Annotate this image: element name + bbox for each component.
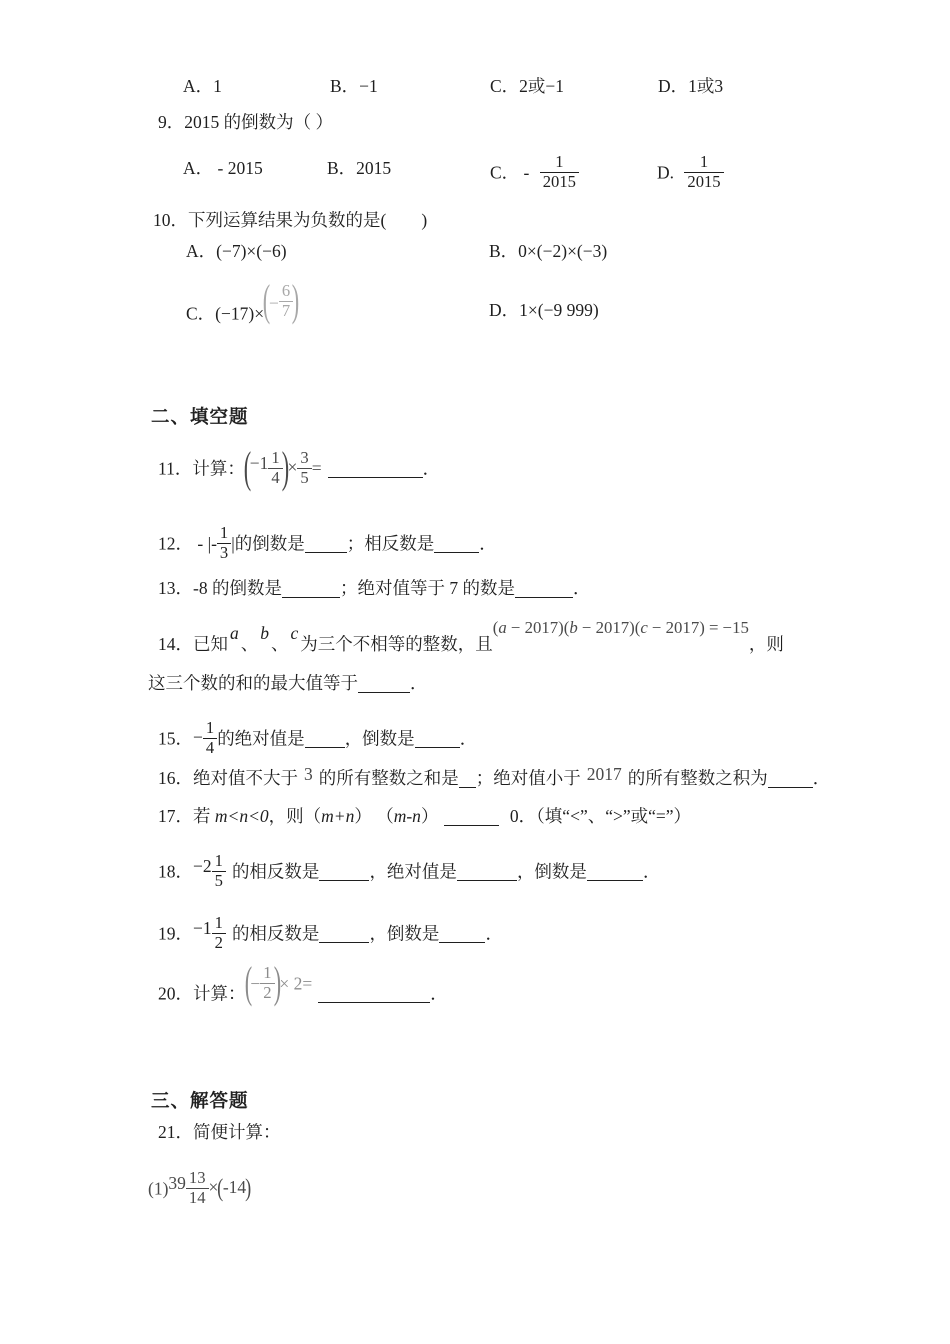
variable-b: b bbox=[260, 623, 269, 643]
mixed-whole: 39 bbox=[168, 1173, 186, 1194]
mixed-whole: −2 bbox=[193, 856, 212, 877]
fraction-denominator: 2 bbox=[212, 933, 226, 952]
q17-p1: 17．若 bbox=[158, 806, 215, 826]
q9-option-c-label: C． - bbox=[490, 162, 530, 183]
q10-option-c bbox=[186, 275, 300, 334]
fraction-denominator: 2015 bbox=[540, 172, 579, 191]
q18-blank-1 bbox=[319, 863, 369, 882]
fraction-numerator: 3 bbox=[300, 448, 309, 467]
eq-part: − 2017)( bbox=[506, 618, 570, 637]
q16-blank-1 bbox=[459, 770, 476, 789]
q12 bbox=[158, 523, 497, 564]
q14-suffix: ，则 bbox=[748, 634, 784, 654]
q14-line1 bbox=[158, 618, 784, 656]
q19-label: 19． bbox=[158, 923, 193, 944]
q12-fraction bbox=[217, 525, 231, 562]
equals-sign: = bbox=[302, 973, 313, 994]
eq-var-a: a bbox=[498, 618, 507, 637]
q15-blank-1 bbox=[305, 730, 345, 749]
fraction-denominator: 2015 bbox=[684, 172, 723, 191]
variable-a: a bbox=[230, 623, 239, 643]
q12-mid2: ；相反数是 bbox=[346, 533, 435, 554]
q16-mid2: ；绝对值小于 bbox=[475, 768, 581, 788]
fraction-numerator: 1 bbox=[271, 448, 280, 467]
section-2-title: 二、填空题 bbox=[151, 406, 249, 427]
q17-p2: ，则（ bbox=[268, 806, 322, 826]
q16-value-2: 2017 bbox=[586, 764, 622, 784]
mixed-whole: −1 bbox=[193, 918, 212, 939]
q10-option-b: B．0×(−2)×(−3) bbox=[489, 241, 608, 261]
q17-p3: ） （ bbox=[354, 806, 394, 826]
times-sign: × bbox=[208, 1176, 219, 1197]
times-sign: × bbox=[287, 456, 298, 477]
q14-answer-blank bbox=[358, 675, 410, 694]
q9-option-d bbox=[657, 152, 724, 193]
q14-line2-text: 这三个数的和的最大值等于 bbox=[148, 673, 358, 693]
q21-negative-value: -14 bbox=[222, 1176, 247, 1197]
q14-equation bbox=[493, 618, 749, 637]
eq-var-b: b bbox=[569, 618, 578, 637]
q18-mid1: 的相反数是 bbox=[231, 861, 320, 882]
q17-p4: ） bbox=[420, 806, 439, 826]
q17 bbox=[158, 806, 691, 828]
q9-option-c-fraction bbox=[540, 154, 579, 191]
eq-part: ( bbox=[492, 618, 499, 637]
q10-option-c-label: C．(−17)× bbox=[186, 303, 265, 324]
q16-value-1: 3 bbox=[304, 764, 313, 784]
q20-fraction bbox=[260, 965, 274, 1002]
q19 bbox=[158, 913, 503, 954]
q18-label: 18． bbox=[158, 861, 193, 882]
q17-term-2: m-n bbox=[393, 806, 421, 826]
q11-label: 11．计算： bbox=[158, 458, 245, 479]
q13-blank-1 bbox=[282, 580, 340, 599]
minus-sign: − bbox=[268, 292, 279, 313]
times-two: × 2 bbox=[279, 973, 303, 994]
minus-sign: − bbox=[250, 973, 261, 994]
q9-stem: 9．2015 的倒数为（ ） bbox=[158, 112, 333, 132]
q21-fraction bbox=[186, 1170, 209, 1207]
q11 bbox=[158, 442, 441, 493]
q9-option-c bbox=[490, 152, 579, 193]
q10-option-a: A．(−7)×(−6) bbox=[186, 241, 287, 261]
q14-prefix: 14．已知 bbox=[158, 634, 228, 654]
q18-fraction bbox=[212, 853, 226, 890]
q11-fraction-1 bbox=[268, 450, 282, 487]
fraction-numerator: 1 bbox=[214, 913, 223, 932]
q13-blank-2 bbox=[515, 580, 573, 599]
period: ． bbox=[642, 861, 661, 882]
q10-option-c-fraction-group: (− $\frac{6}{7}$ ) bbox=[262, 275, 300, 326]
q19-mid2: ，倒数是 bbox=[369, 923, 440, 944]
q20 bbox=[158, 957, 448, 1014]
mixed-whole: −1 bbox=[249, 453, 269, 474]
period: ． bbox=[812, 768, 831, 788]
fraction-numerator: 13 bbox=[188, 1168, 206, 1187]
q9-option-d-fraction bbox=[684, 154, 723, 191]
q20-label: 20．计算： bbox=[158, 983, 246, 1004]
fraction-numerator: 1 bbox=[219, 523, 229, 542]
q14-line2 bbox=[148, 673, 428, 695]
q9-option-b: B．2015 bbox=[327, 158, 392, 178]
q17-term-1: m+n bbox=[321, 806, 355, 826]
q16-mid3: 的所有整数之积为 bbox=[627, 768, 768, 788]
q8-option-a: A．1 bbox=[183, 76, 222, 96]
q21-stem: 21．简便计算： bbox=[158, 1122, 281, 1142]
fraction-numerator: 6 bbox=[281, 281, 291, 300]
variable-c: c bbox=[290, 623, 299, 643]
fraction-denominator: 5 bbox=[212, 871, 226, 890]
q13-mid: ；绝对值等于 7 的数是 bbox=[339, 578, 515, 598]
q17-p5: 0．（填“<”、“>”或“=”） bbox=[505, 806, 692, 826]
eq-part: − 2017) = −15 bbox=[647, 618, 749, 637]
q11-answer-blank bbox=[328, 460, 423, 479]
q13-prefix: 13．-8 的倒数是 bbox=[158, 578, 282, 598]
q15 bbox=[158, 718, 478, 759]
fraction-denominator: 7 bbox=[279, 301, 293, 320]
q16-prefix: 16．绝对值不大于 bbox=[158, 768, 298, 788]
fraction-numerator: 1 bbox=[263, 963, 272, 982]
q12-blank-1 bbox=[305, 535, 347, 554]
period: ． bbox=[459, 728, 478, 749]
q15-mid2: ，倒数是 bbox=[344, 728, 415, 749]
q15-mid1: 的绝对值是 bbox=[217, 728, 305, 749]
period: ． bbox=[422, 458, 441, 479]
q20-paren-group: (− $\frac{1}{2}$ )× 2= bbox=[244, 957, 313, 1008]
separator: 、 bbox=[240, 634, 259, 654]
q18-blank-3 bbox=[587, 863, 643, 882]
q10-stem: 10．下列运算结果为负数的是( ) bbox=[153, 210, 428, 230]
q19-fraction bbox=[212, 915, 226, 952]
q8-option-b: B．−1 bbox=[330, 76, 378, 96]
fraction-denominator: 2 bbox=[260, 983, 274, 1002]
q16-blank-2 bbox=[768, 770, 813, 789]
q19-blank-2 bbox=[439, 925, 485, 944]
q18-mid3: ，倒数是 bbox=[516, 861, 587, 882]
q20-expression bbox=[244, 957, 313, 1008]
q18-mid2: ，绝对值是 bbox=[369, 861, 457, 882]
period: ． bbox=[479, 533, 497, 554]
fraction-denominator: 4 bbox=[268, 468, 282, 487]
q15-fraction bbox=[203, 720, 217, 757]
q15-label: 15． bbox=[158, 728, 193, 749]
q21-part1-label: (1) bbox=[148, 1178, 169, 1199]
q17-condition: m<n<0 bbox=[214, 806, 269, 826]
minus-sign: − bbox=[193, 726, 203, 747]
q20-answer-blank bbox=[318, 985, 430, 1004]
q14-mid: 为三个不相等的整数，且 bbox=[300, 634, 493, 654]
q8-option-d: D．1或3 bbox=[658, 76, 724, 96]
period: ． bbox=[410, 673, 428, 693]
period: ． bbox=[572, 578, 591, 598]
eq-var-c: c bbox=[640, 618, 648, 637]
period: ． bbox=[430, 983, 448, 1004]
q17-answer-blank bbox=[444, 808, 499, 827]
separator: 、 bbox=[271, 634, 289, 654]
fraction-denominator: 14 bbox=[186, 1188, 209, 1207]
q12-mid1: |的倒数是 bbox=[231, 533, 305, 554]
section-3-title: 三、解答题 bbox=[151, 1090, 249, 1111]
q18-blank-2 bbox=[457, 863, 517, 882]
q18 bbox=[158, 851, 661, 892]
fraction-numerator: 1 bbox=[214, 851, 223, 870]
q9-option-a: A． - 2015 bbox=[183, 158, 263, 178]
q13 bbox=[158, 578, 590, 600]
q11-expression: (−1 $\frac{1}{4}$ )× $\frac{3}{5}$ = bbox=[243, 442, 322, 493]
q21-part1: (1)39 $\frac{13}{14}$ ×(-14) bbox=[148, 1168, 252, 1207]
q15-blank-2 bbox=[415, 730, 460, 749]
period: ． bbox=[485, 923, 503, 944]
equals-sign: = bbox=[311, 458, 322, 479]
q19-blank-1 bbox=[319, 925, 369, 944]
fraction-denominator: 3 bbox=[217, 543, 231, 562]
q19-mid1: 的相反数是 bbox=[231, 923, 320, 944]
fraction-numerator: 1 bbox=[205, 718, 215, 737]
fraction-numerator: 1 bbox=[555, 152, 564, 171]
fraction-numerator: 1 bbox=[699, 152, 709, 171]
q8-option-c: C．2或−1 bbox=[490, 76, 565, 96]
q11-fraction-2 bbox=[297, 450, 311, 487]
q16 bbox=[158, 764, 831, 790]
fraction-denominator: 5 bbox=[297, 468, 311, 487]
fraction-denominator: 4 bbox=[203, 738, 217, 757]
q9-option-d-label: D. bbox=[657, 162, 675, 183]
q12-prefix: 12． - |- bbox=[158, 533, 217, 554]
eq-part: − 2017)( bbox=[577, 618, 641, 637]
q10-option-d: D．1×(−9 999) bbox=[489, 300, 599, 320]
q12-blank-2 bbox=[434, 535, 479, 554]
q16-mid1: 的所有整数之和是 bbox=[318, 768, 459, 788]
